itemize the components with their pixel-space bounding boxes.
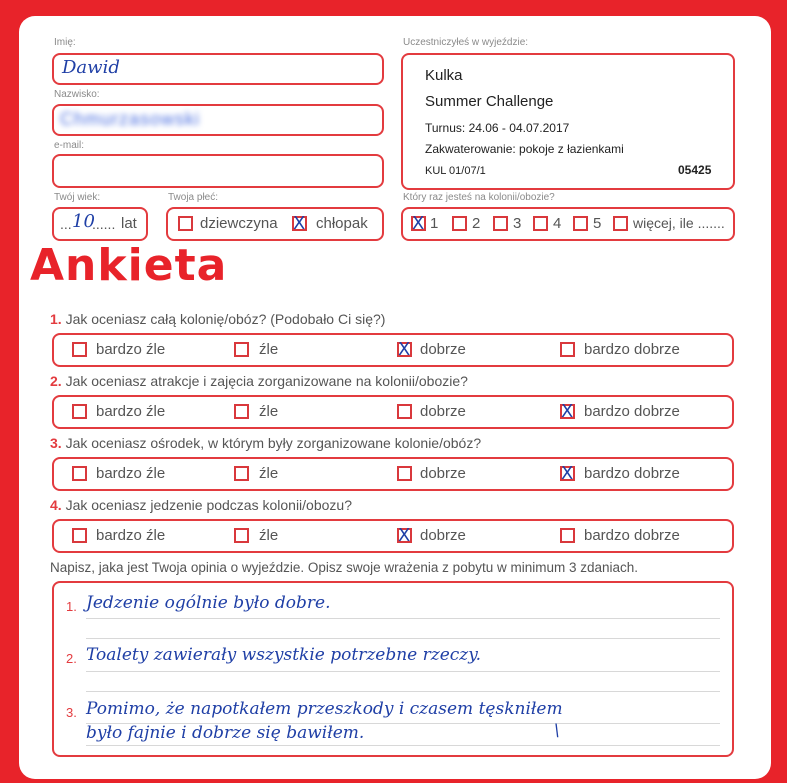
opinion-num-3: 3. bbox=[66, 705, 77, 720]
age-field[interactable] bbox=[52, 207, 148, 241]
times-1-mark: X bbox=[412, 213, 425, 234]
q1-option-2-checkbox[interactable] bbox=[234, 342, 249, 357]
times-more-checkbox[interactable] bbox=[613, 216, 628, 231]
q1-option-4-label: bardzo dobrze bbox=[584, 341, 680, 358]
times-field bbox=[401, 207, 735, 241]
opinion-line-1: Jedzenie ogólnie było dobre. bbox=[86, 593, 331, 613]
surname-value-blurred: Chmurzasowski bbox=[60, 109, 201, 129]
trip-number: 05425 bbox=[678, 163, 712, 177]
question-3 bbox=[50, 435, 481, 451]
q4-option-3-mark: X bbox=[398, 525, 411, 546]
opinion-num-1: 1. bbox=[66, 599, 77, 614]
times-2-label: 2 bbox=[472, 215, 481, 232]
times-4-label: 4 bbox=[553, 215, 562, 232]
q1-option-3-checkbox[interactable] bbox=[397, 339, 412, 360]
q1-option-2-label: źle bbox=[259, 341, 279, 358]
q1-option-1-label: bardzo źle bbox=[96, 341, 166, 358]
question-4-text: Jak oceniasz jedzenie podczas kolonii/obozu? bbox=[65, 497, 352, 513]
question-4-options bbox=[52, 519, 734, 553]
opinion-num-2: 2. bbox=[66, 651, 77, 666]
q3-option-2-label: źle bbox=[259, 465, 279, 482]
question-4-number: 4. bbox=[50, 497, 62, 513]
q2-option-3-checkbox[interactable] bbox=[397, 404, 412, 419]
times-5-checkbox[interactable] bbox=[573, 216, 588, 231]
trip-name-line1: Kulka bbox=[425, 67, 463, 84]
q3-option-3-label: dobrze bbox=[420, 465, 466, 482]
q3-option-1-label: bardzo źle bbox=[96, 465, 166, 482]
email-label: e-mail: bbox=[54, 140, 85, 151]
ruled-line bbox=[86, 691, 720, 692]
ruled-line bbox=[86, 671, 720, 672]
times-label: Który raz jesteś na kolonii/obozie? bbox=[403, 192, 555, 203]
opinion-prompt: Napisz, jaka jest Twoja opinia o wyjeździe. Opisz swoje wrażenia z pobytu w minimum 3 zdaniach. bbox=[50, 560, 639, 575]
q3-option-4-mark: X bbox=[561, 463, 574, 484]
q4-option-2-checkbox[interactable] bbox=[234, 528, 249, 543]
question-2-options bbox=[52, 395, 734, 429]
question-2-number: 2. bbox=[50, 373, 62, 389]
opinion-end-mark: \ bbox=[554, 721, 560, 741]
q3-option-1-checkbox[interactable] bbox=[72, 466, 87, 481]
q4-option-4-label: bardzo dobrze bbox=[584, 527, 680, 544]
trip-turnus: Turnus: 24.06 - 04.07.2017 bbox=[425, 121, 570, 135]
q4-option-3-label: dobrze bbox=[420, 527, 466, 544]
ruled-line bbox=[86, 618, 720, 619]
q3-option-4-label: bardzo dobrze bbox=[584, 465, 680, 482]
trip-code: KUL 01/07/1 bbox=[425, 165, 486, 177]
age-dots-right: ...... bbox=[92, 216, 116, 232]
q2-option-2-checkbox[interactable] bbox=[234, 404, 249, 419]
opinion-line-2: Toalety zawierały wszystkie potrzebne rzeczy. bbox=[86, 645, 482, 665]
gender-male-checkbox[interactable] bbox=[292, 213, 307, 234]
q2-option-3-label: dobrze bbox=[420, 403, 466, 420]
question-1-text: Jak oceniasz całą kolonię/obóz? (Podobało Ci się?) bbox=[65, 311, 386, 327]
gender-male-mark: X bbox=[293, 213, 306, 234]
question-2 bbox=[50, 373, 468, 389]
trip-ticket bbox=[401, 53, 735, 190]
q4-option-2-label: źle bbox=[259, 527, 279, 544]
q3-option-2-checkbox[interactable] bbox=[234, 466, 249, 481]
q1-option-4-checkbox[interactable] bbox=[560, 342, 575, 357]
times-1-checkbox[interactable] bbox=[411, 213, 426, 234]
q2-option-4-checkbox[interactable] bbox=[560, 401, 575, 422]
age-label: Twój wiek: bbox=[54, 192, 101, 203]
opinion-line-3b: było fajnie i dobrze się bawiłem. bbox=[86, 723, 365, 743]
age-value: 10 bbox=[72, 211, 95, 232]
ruled-line bbox=[86, 638, 720, 639]
q4-option-3-checkbox[interactable] bbox=[397, 525, 412, 546]
age-unit: lat bbox=[121, 215, 137, 232]
times-5-label: 5 bbox=[593, 215, 602, 232]
q1-option-3-label: dobrze bbox=[420, 341, 466, 358]
survey-title: Ankieta bbox=[30, 240, 228, 291]
q2-option-4-mark: X bbox=[561, 401, 574, 422]
q2-option-1-label: bardzo źle bbox=[96, 403, 166, 420]
q4-option-1-checkbox[interactable] bbox=[72, 528, 87, 543]
trip-accommodation: Zakwaterowanie: pokoje z łazienkami bbox=[425, 142, 624, 156]
q4-option-4-checkbox[interactable] bbox=[560, 528, 575, 543]
opinion-box[interactable] bbox=[52, 581, 734, 757]
question-3-number: 3. bbox=[50, 435, 62, 451]
gender-male-label: chłopak bbox=[316, 215, 368, 232]
q1-option-1-checkbox[interactable] bbox=[72, 342, 87, 357]
q4-option-1-label: bardzo źle bbox=[96, 527, 166, 544]
trip-name-line2: Summer Challenge bbox=[425, 93, 554, 110]
ruled-line bbox=[86, 745, 720, 746]
times-more-label: więcej, ile ....... bbox=[633, 215, 725, 231]
surname-field[interactable] bbox=[52, 104, 384, 136]
q2-option-4-label: bardzo dobrze bbox=[584, 403, 680, 420]
times-1-label: 1 bbox=[430, 215, 439, 232]
q2-option-2-label: źle bbox=[259, 403, 279, 420]
name-value: Dawid bbox=[62, 57, 120, 78]
q1-option-3-mark: X bbox=[398, 339, 411, 360]
question-2-text: Jak oceniasz atrakcje i zajęcia zorganizowane na kolonii/obozie? bbox=[65, 373, 468, 389]
gender-label: Twoja płeć: bbox=[168, 192, 219, 203]
surname-label: Nazwisko: bbox=[54, 89, 100, 100]
times-3-checkbox[interactable] bbox=[493, 216, 508, 231]
opinion-line-3a: Pomimo, że napotkałem przeszkody i czasem tęskniłem bbox=[86, 699, 563, 719]
trip-label: Uczestniczyłeś w wyjeździe: bbox=[403, 37, 529, 48]
email-field[interactable] bbox=[52, 154, 384, 188]
gender-field bbox=[166, 207, 384, 241]
q3-option-3-checkbox[interactable] bbox=[397, 466, 412, 481]
gender-female-checkbox[interactable] bbox=[178, 216, 193, 231]
question-4 bbox=[50, 497, 352, 513]
question-1-number: 1. bbox=[50, 311, 62, 327]
age-dots-left: ... bbox=[60, 216, 72, 232]
question-1 bbox=[50, 311, 385, 327]
q3-option-4-checkbox[interactable] bbox=[560, 463, 575, 484]
question-3-text: Jak oceniasz ośrodek, w którym były zorganizowane kolonie/obóz? bbox=[65, 435, 482, 451]
gender-female-label: dziewczyna bbox=[200, 215, 278, 232]
name-field[interactable] bbox=[52, 53, 384, 85]
question-1-options bbox=[52, 333, 734, 367]
times-2-checkbox[interactable] bbox=[452, 216, 467, 231]
times-4-checkbox[interactable] bbox=[533, 216, 548, 231]
q2-option-1-checkbox[interactable] bbox=[72, 404, 87, 419]
name-label: Imię: bbox=[54, 37, 76, 48]
times-3-label: 3 bbox=[513, 215, 522, 232]
question-3-options bbox=[52, 457, 734, 491]
